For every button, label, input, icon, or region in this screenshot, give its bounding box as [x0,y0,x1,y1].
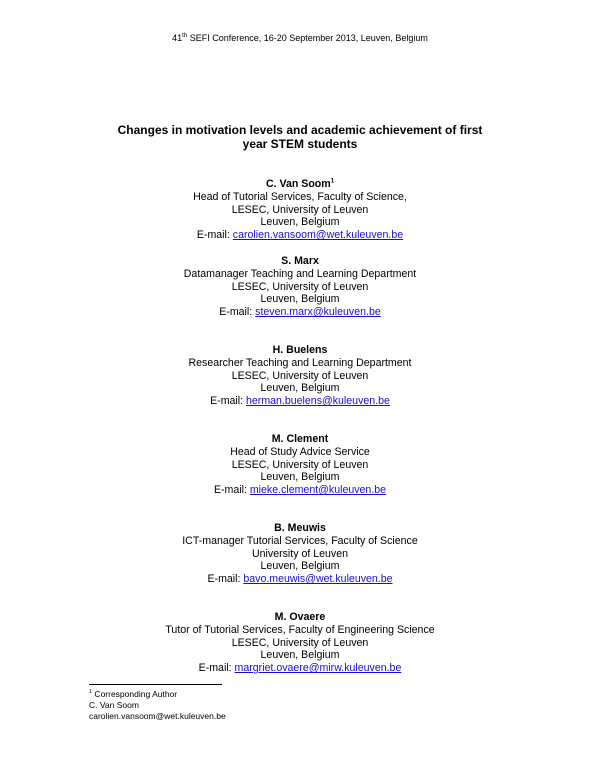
author-affiliation: ICT-manager Tutorial Services, Faculty of Science [182,534,418,547]
author-affiliation: LESEC, University of Leuven [231,369,369,382]
footnote-email: carolien.vansoom@wet.kuleuven.be [89,711,226,721]
author-affiliation: Tutor of Tutorial Services, Faculty of Engineering Science [165,623,435,636]
author-affiliation: Datamanager Teaching and Learning Department [183,267,417,280]
author-affiliation: Leuven, Belgium [260,649,340,662]
author-name: M. Clement [271,432,329,445]
author-affiliation: Leuven, Belgium [260,471,340,484]
author-affiliation: Leuven, Belgium [260,382,340,395]
conference-suffix: th [182,33,188,39]
title-line-2: year STEM students [242,137,358,151]
footnote [89,689,226,722]
author-block [0,344,600,408]
author-email-link[interactable]: margriet.ovaere@mirw.kuleuven.be [234,662,402,675]
paper-title [60,123,540,151]
author-affiliation: Researcher Teaching and Learning Department [188,356,412,369]
author-email-line: E-mail: mieke.clement@kuleuven.be [213,484,387,497]
author-name: C. Van Soom$^1$ [265,178,335,190]
author-affiliation: LESEC, University of Leuven [231,203,369,216]
author-email-link[interactable]: steven.marx@kuleuven.be [255,306,381,319]
author-block [0,611,600,675]
author-affiliation: Head of Study Advice Service [230,445,370,458]
author-name: H. Buelens [272,343,328,356]
author-name: B. Meuwis [274,521,326,534]
conference-number: 41 [172,33,183,43]
author-email-line: E-mail: bavo.meuwis@wet.kuleuven.be [207,573,393,586]
author-email-link[interactable]: mieke.clement@kuleuven.be [249,484,387,497]
author-block [0,255,600,319]
footnote-mark: 1 [330,178,335,185]
author-name: S. Marx [281,254,319,267]
author-affiliation: LESEC, University of Leuven [231,636,369,649]
author-block [0,433,600,497]
author-affiliation: Head of Tutorial Services, Faculty of Science, [193,190,407,203]
author-block [0,522,600,586]
author-email-line: E-mail: herman.buelens@kuleuven.be [210,395,390,408]
footnote-name: C. Van Soom [89,700,139,710]
author-list [0,178,600,675]
author-email-link[interactable]: carolien.vansoom@wet.kuleuven.be [232,229,404,242]
author-affiliation: LESEC, University of Leuven [231,280,369,293]
footnote-label-line: $^1$ Corresponding Author [89,689,178,699]
footnote-mark: 1 [89,689,93,696]
conference-text: SEFI Conference, 16-20 September 2013, Leuven, Belgium [187,33,428,43]
footnote-divider [89,684,222,685]
author-email-line: E-mail: steven.marx@kuleuven.be [219,306,381,319]
running-header [0,33,600,44]
author-block [0,178,600,242]
author-email-line: E-mail: carolien.vansoom@wet.kuleuven.be [196,229,404,242]
author-affiliation: Leuven, Belgium [260,293,340,306]
author-affiliation: Leuven, Belgium [260,216,340,229]
author-email-link[interactable]: herman.buelens@kuleuven.be [246,395,390,408]
author-affiliation: University of Leuven [252,547,348,560]
author-email-link[interactable]: bavo.meuwis@wet.kuleuven.be [243,573,393,586]
author-affiliation: LESEC, University of Leuven [231,458,369,471]
author-email-line: E-mail: margriet.ovaere@mirw.kuleuven.be [198,662,402,675]
title-line-1: Changes in motivation levels and academic achievement of first [117,123,483,137]
author-name: M. Ovaere [274,610,326,623]
author-affiliation: Leuven, Belgium [260,560,340,573]
